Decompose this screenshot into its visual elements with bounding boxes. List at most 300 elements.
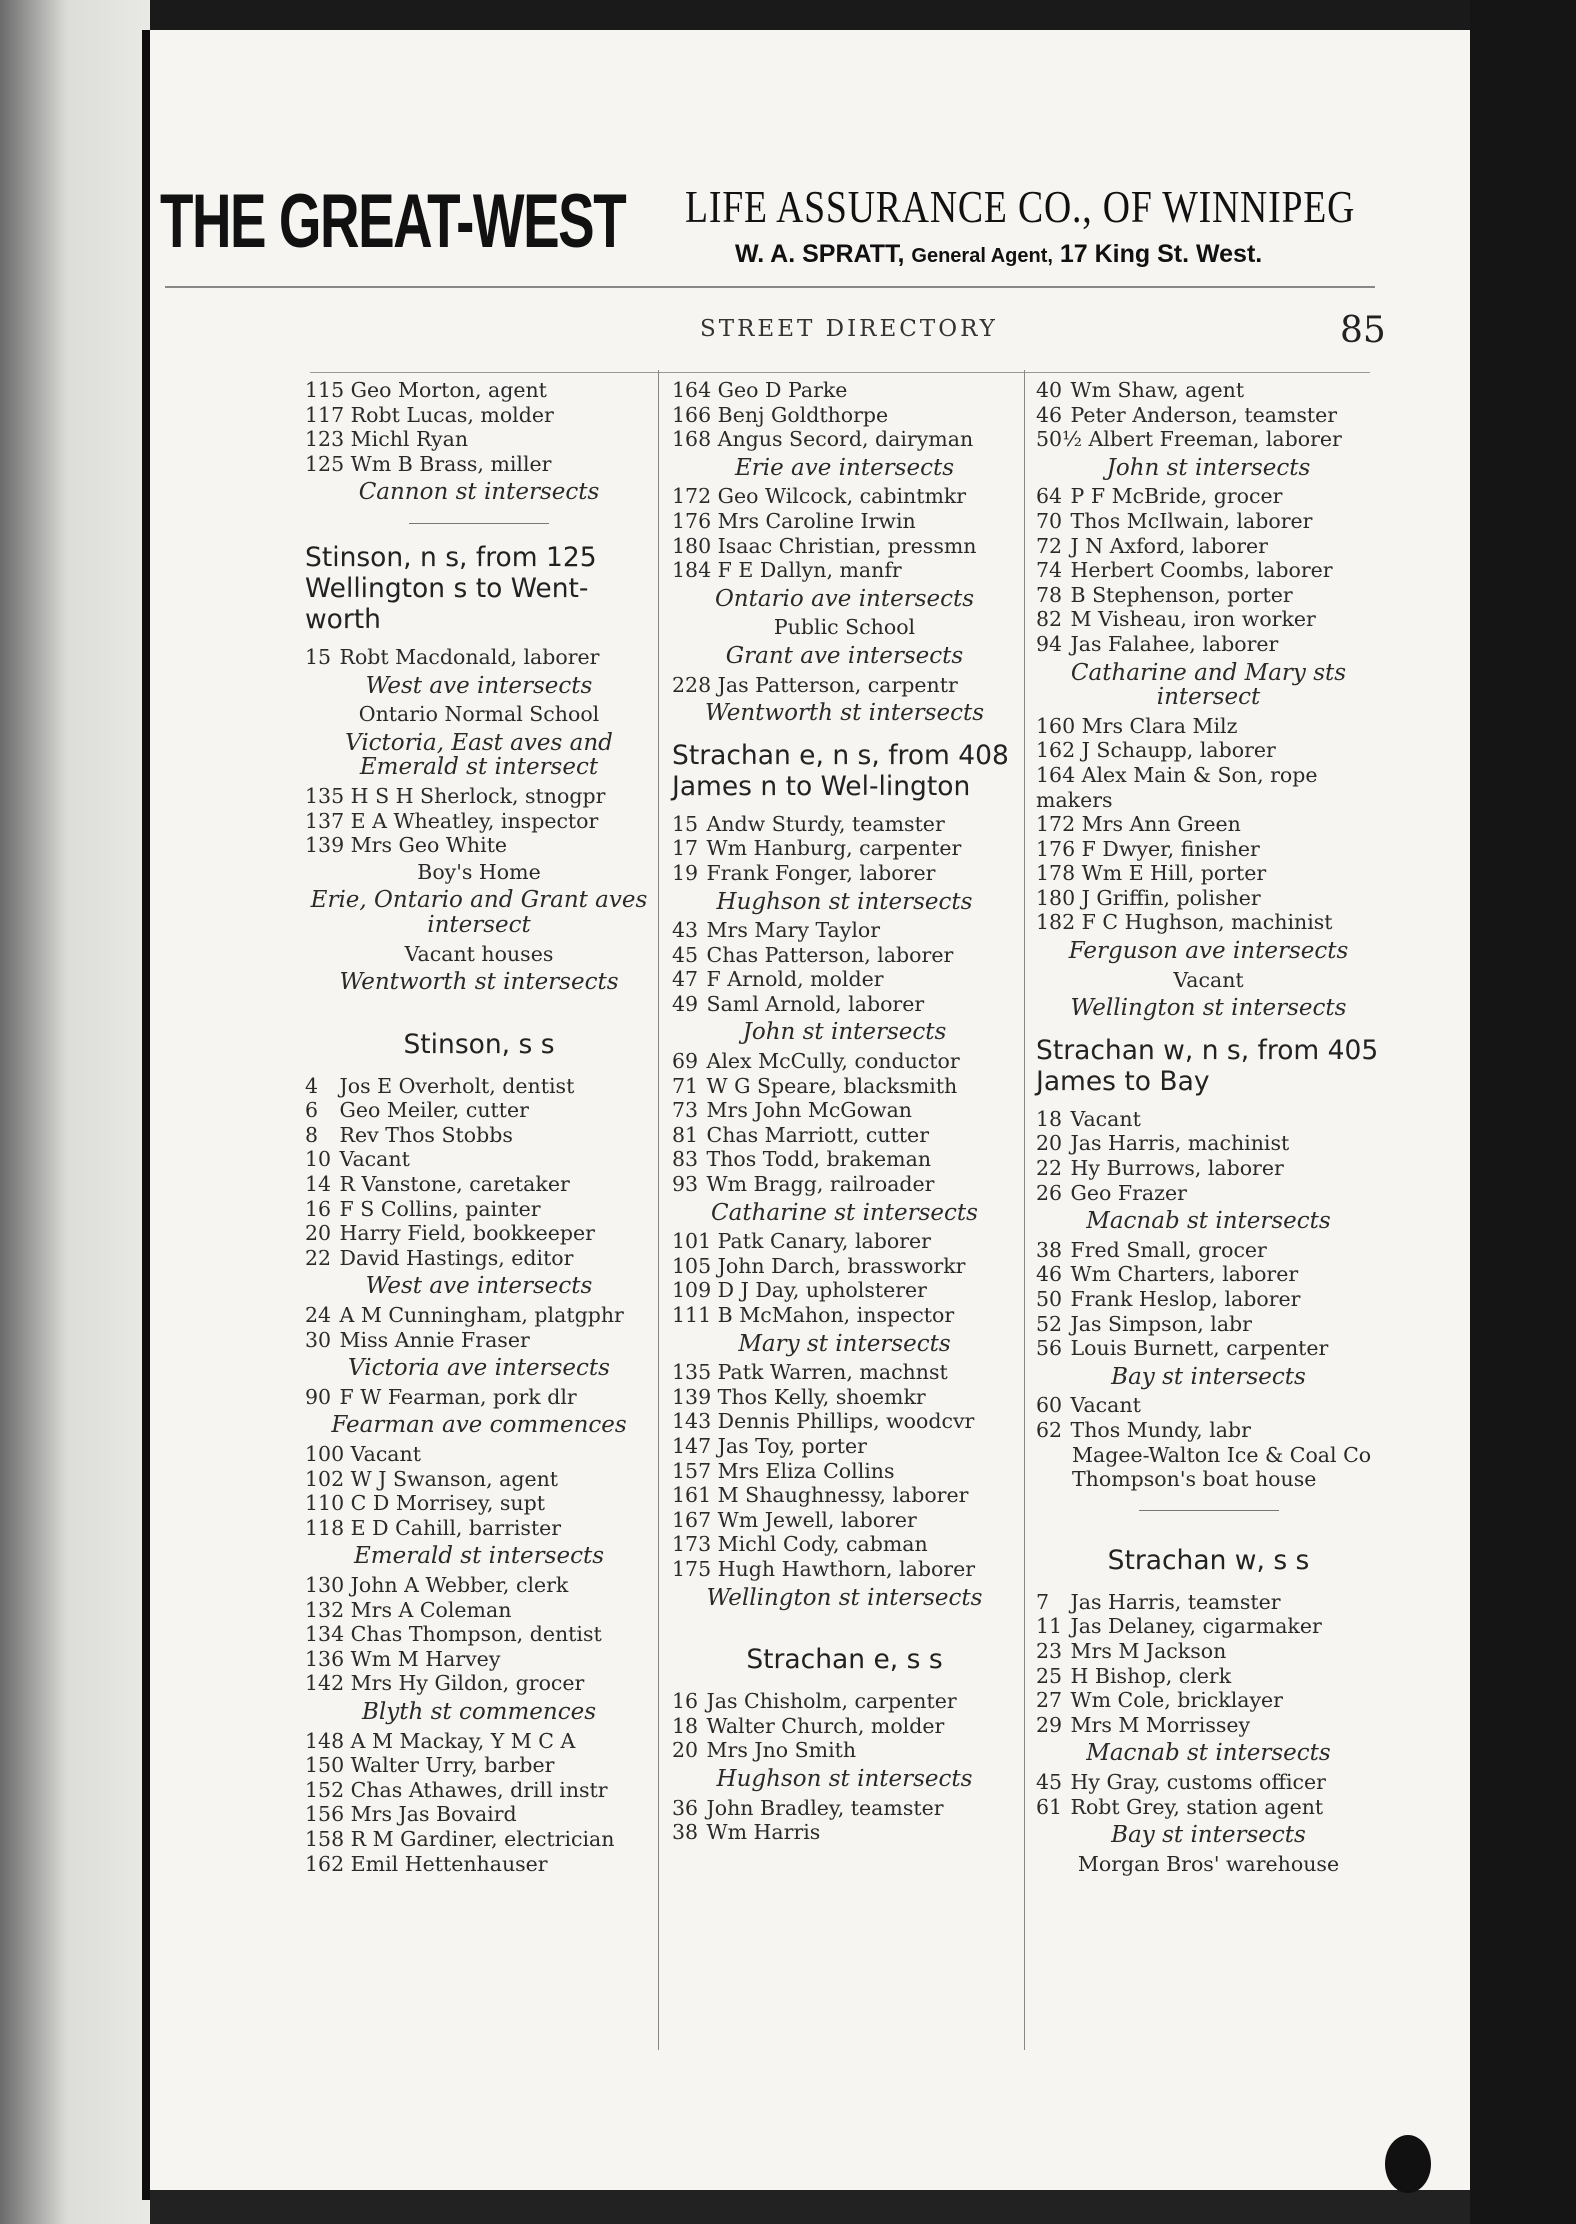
intersection-note: Bay st intersects bbox=[1111, 1822, 1306, 1849]
directory-entry bbox=[1036, 910, 1381, 935]
directory-entry bbox=[305, 1385, 653, 1410]
house-number: 105 bbox=[672, 1253, 712, 1278]
directory-entry bbox=[1036, 403, 1381, 428]
resident-name: Hy Burrows, laborer bbox=[1070, 1156, 1284, 1181]
resident-name: Rev Thos Stobbs bbox=[339, 1122, 513, 1147]
resident-name: Wm M Harvey bbox=[350, 1646, 501, 1671]
resident-name: F W Fearman, pork dlr bbox=[339, 1384, 577, 1409]
directory-entry bbox=[305, 1328, 653, 1353]
directory-entry bbox=[305, 1778, 653, 1803]
directory-entry bbox=[1036, 763, 1381, 812]
directory-entry bbox=[672, 1796, 1017, 1821]
house-number: 18 bbox=[1036, 1106, 1063, 1131]
resident-name: Wm Harris bbox=[706, 1820, 821, 1845]
house-number: 29 bbox=[1036, 1712, 1063, 1737]
intersection-note: Catharine and Mary sts intersect bbox=[1070, 659, 1347, 711]
directory-entry bbox=[672, 1074, 1017, 1099]
house-number: 134 bbox=[305, 1622, 345, 1647]
resident-name: E A Wheatley, inspector bbox=[350, 808, 599, 833]
house-number: 90 bbox=[305, 1384, 332, 1409]
house-number: 110 bbox=[305, 1491, 345, 1516]
resident-name: Vacant bbox=[1070, 1106, 1141, 1131]
intersection-note: Ontario ave intersects bbox=[714, 585, 975, 612]
place-label: Magee-Walton Ice & Coal Co bbox=[1072, 1442, 1372, 1467]
house-number: 132 bbox=[305, 1597, 345, 1622]
directory-entry bbox=[1036, 607, 1381, 632]
resident-name: Robt Grey, station agent bbox=[1070, 1794, 1324, 1819]
directory-entry bbox=[1036, 534, 1381, 559]
resident-name: A M Cunningham, platgphr bbox=[339, 1303, 624, 1328]
directory-entry bbox=[305, 1491, 653, 1516]
resident-name: Jas Simpson, labr bbox=[1070, 1311, 1252, 1336]
directory-entry bbox=[1036, 1770, 1381, 1795]
intersection-note: Victoria, East aves and Emerald st intersect bbox=[345, 729, 613, 781]
house-number: 178 bbox=[1036, 861, 1076, 886]
directory-entry bbox=[672, 1254, 1017, 1279]
company-logo-text: THE GREAT-WEST bbox=[160, 179, 626, 264]
intersection-note: Grant ave intersects bbox=[725, 642, 964, 669]
resident-name: Chas Thompson, dentist bbox=[350, 1622, 602, 1647]
directory-entry bbox=[1036, 1664, 1381, 1689]
resident-name: Chas Patterson, laborer bbox=[706, 942, 954, 967]
house-number: 152 bbox=[305, 1777, 345, 1802]
resident-name: Harry Field, bookkeeper bbox=[339, 1221, 595, 1246]
resident-name: Vacant bbox=[339, 1147, 410, 1172]
house-number: 10 bbox=[305, 1147, 332, 1172]
directory-entry bbox=[305, 427, 653, 452]
resident-name: F E Dallyn, manfr bbox=[717, 558, 902, 583]
directory-entry bbox=[1036, 484, 1381, 509]
house-number: 4 bbox=[305, 1073, 319, 1098]
house-number: 139 bbox=[672, 1384, 712, 1409]
resident-name: Thos Todd, brakeman bbox=[706, 1147, 932, 1172]
directory-entry bbox=[1036, 1713, 1381, 1738]
directory-entry bbox=[672, 1303, 1017, 1328]
resident-name: D J Day, upholsterer bbox=[717, 1278, 927, 1303]
directory-entry bbox=[1036, 1107, 1381, 1132]
house-number: 148 bbox=[305, 1728, 345, 1753]
house-number: 109 bbox=[672, 1278, 712, 1303]
house-number: 94 bbox=[1036, 631, 1063, 656]
resident-name: Jas Patterson, carpentr bbox=[717, 672, 958, 697]
directory-entry bbox=[1036, 1393, 1381, 1418]
resident-name: Mrs Ann Green bbox=[1081, 812, 1241, 837]
directory-entry bbox=[1036, 1795, 1381, 1820]
house-number: 14 bbox=[305, 1172, 332, 1197]
place-label: Public School bbox=[773, 615, 916, 640]
ink-blot bbox=[1385, 2135, 1431, 2193]
house-number: 93 bbox=[672, 1172, 699, 1197]
resident-name: C D Morrisey, supt bbox=[350, 1491, 545, 1516]
resident-name: Mrs Eliza Collins bbox=[717, 1458, 895, 1483]
resident-name: Herbert Coombs, laborer bbox=[1070, 558, 1333, 583]
street-heading: Strachan w, s s bbox=[1107, 1544, 1310, 1576]
house-number: 38 bbox=[1036, 1237, 1063, 1262]
intersection-note: Macnab st intersects bbox=[1086, 1208, 1331, 1235]
resident-name: Mrs Geo White bbox=[350, 833, 508, 858]
resident-name: Robt Macdonald, laborer bbox=[339, 644, 600, 669]
street-heading: Strachan e, n s, from 408 James n to Wel-lington bbox=[672, 739, 1009, 802]
directory-entry bbox=[672, 534, 1017, 559]
directory-entry bbox=[1036, 632, 1381, 657]
resident-name: Thos Mundy, labr bbox=[1070, 1417, 1251, 1442]
directory-entry bbox=[672, 967, 1017, 992]
directory-entry bbox=[305, 1098, 653, 1123]
house-number: 81 bbox=[672, 1122, 699, 1147]
agent-line bbox=[735, 240, 1262, 269]
house-number: 50 bbox=[1036, 1287, 1063, 1311]
resident-name: Chas Athawes, drill instr bbox=[350, 1777, 608, 1802]
section-separator bbox=[1139, 1510, 1279, 1511]
resident-name: F Arnold, molder bbox=[706, 967, 884, 992]
directory-entry bbox=[305, 1598, 653, 1623]
section-rule bbox=[310, 372, 1370, 373]
house-number: 82 bbox=[1036, 607, 1063, 632]
directory-entry bbox=[1036, 1287, 1381, 1312]
scan-bottom-margin bbox=[150, 2190, 1470, 2224]
directory-entry bbox=[1036, 861, 1381, 886]
directory-column-3 bbox=[1036, 378, 1381, 1878]
house-number: 162 bbox=[1036, 738, 1076, 763]
directory-entry bbox=[1036, 886, 1381, 911]
house-number: 52 bbox=[1036, 1311, 1063, 1336]
house-number: 162 bbox=[305, 1851, 345, 1876]
resident-name: Jas Harris, teamster bbox=[1070, 1589, 1281, 1614]
house-number: 118 bbox=[305, 1515, 345, 1540]
directory-entry bbox=[305, 1246, 653, 1271]
house-number: 27 bbox=[1036, 1688, 1063, 1713]
house-number: 69 bbox=[672, 1049, 699, 1074]
resident-name: Vacant bbox=[350, 1442, 421, 1466]
resident-name: Geo Morton, agent bbox=[350, 378, 547, 402]
house-number: 16 bbox=[672, 1689, 699, 1714]
directory-entry bbox=[305, 1147, 653, 1172]
house-number: 176 bbox=[1036, 836, 1076, 861]
resident-name: F S Collins, painter bbox=[339, 1196, 541, 1221]
directory-entry bbox=[672, 1123, 1017, 1148]
resident-name: J Griffin, polisher bbox=[1081, 885, 1261, 910]
house-number: 117 bbox=[305, 402, 345, 427]
house-number: 56 bbox=[1036, 1336, 1063, 1361]
house-number: 70 bbox=[1036, 508, 1063, 533]
house-number: 17 bbox=[672, 836, 699, 861]
house-number: 83 bbox=[672, 1147, 699, 1172]
directory-entry bbox=[1036, 1418, 1381, 1443]
resident-name: P F McBride, grocer bbox=[1070, 484, 1283, 509]
intersection-note: Erie, Ontario and Grant aves intersect bbox=[310, 887, 648, 938]
house-number: 135 bbox=[305, 783, 345, 808]
house-number: 125 bbox=[305, 451, 345, 476]
house-number: 111 bbox=[672, 1303, 712, 1327]
house-number: 22 bbox=[1036, 1156, 1063, 1181]
resident-name: Walter Urry, barber bbox=[350, 1753, 555, 1778]
intersection-note: John st intersects bbox=[742, 1019, 947, 1046]
directory-entry bbox=[672, 1557, 1017, 1582]
directory-entry bbox=[672, 1689, 1017, 1714]
house-number: 19 bbox=[672, 860, 699, 885]
resident-name: Michl Cody, cabman bbox=[717, 1532, 928, 1557]
resident-name: H Bishop, clerk bbox=[1070, 1663, 1232, 1688]
place-label: Ontario Normal School bbox=[358, 702, 600, 727]
house-number: 157 bbox=[672, 1458, 712, 1483]
resident-name: Mrs Hy Gildon, grocer bbox=[350, 1671, 585, 1696]
directory-entry bbox=[305, 1221, 653, 1246]
place-label: Morgan Bros' warehouse bbox=[1077, 1851, 1340, 1876]
house-number: 74 bbox=[1036, 558, 1063, 583]
directory-entry bbox=[672, 1147, 1017, 1172]
resident-name: Patk Canary, laborer bbox=[717, 1229, 931, 1254]
place-label: Thompson's boat house bbox=[1072, 1467, 1317, 1492]
resident-name: Alex McCully, conductor bbox=[706, 1049, 960, 1074]
intersection-note: Fearman ave commences bbox=[331, 1412, 627, 1439]
house-number: 123 bbox=[305, 427, 345, 452]
house-number: 182 bbox=[1036, 910, 1076, 935]
column-divider bbox=[658, 370, 659, 2050]
directory-entry bbox=[1036, 558, 1381, 583]
intersection-note: Wentworth st intersects bbox=[704, 700, 985, 727]
house-number: 7 bbox=[1036, 1589, 1050, 1614]
directory-entry bbox=[1036, 1181, 1381, 1206]
company-name: LIFE ASSURANCE CO., OF WINNIPEG bbox=[685, 181, 1356, 232]
house-number: 147 bbox=[672, 1433, 712, 1458]
directory-entry bbox=[305, 378, 653, 403]
street-heading: Strachan w, n s, from 405 James to Bay bbox=[1036, 1034, 1379, 1097]
advertisement-header bbox=[160, 150, 1380, 270]
resident-name: Emil Hettenhauser bbox=[350, 1851, 548, 1876]
directory-entry bbox=[672, 1820, 1017, 1845]
resident-name: Jas Harris, machinist bbox=[1070, 1131, 1290, 1156]
intersection-note: Catharine st intersects bbox=[711, 1199, 978, 1226]
house-number: 26 bbox=[1036, 1180, 1063, 1205]
resident-name: Frank Heslop, laborer bbox=[1070, 1287, 1301, 1311]
intersection-note: West ave intersects bbox=[365, 672, 593, 699]
directory-entry bbox=[1036, 1156, 1381, 1181]
resident-name: Michl Ryan bbox=[350, 427, 469, 452]
resident-name: Wm B Brass, miller bbox=[350, 451, 552, 476]
directory-entry bbox=[672, 378, 1017, 403]
place-label: Vacant houses bbox=[404, 941, 554, 966]
house-number: 71 bbox=[672, 1073, 699, 1098]
directory-entry bbox=[305, 1647, 653, 1672]
house-number: 142 bbox=[305, 1671, 345, 1696]
directory-entry bbox=[305, 1516, 653, 1541]
intersection-note: Wellington st intersects bbox=[1070, 995, 1347, 1022]
house-number: 62 bbox=[1036, 1417, 1063, 1442]
resident-name: Alex Main & Son, rope makers bbox=[1036, 762, 1318, 812]
directory-entry bbox=[1036, 509, 1381, 534]
directory-entry bbox=[672, 812, 1017, 837]
directory-entry bbox=[672, 1409, 1017, 1434]
house-number: 166 bbox=[672, 402, 712, 427]
directory-entry bbox=[305, 784, 653, 809]
house-number: 228 bbox=[672, 672, 712, 697]
resident-name: Geo D Parke bbox=[717, 378, 848, 402]
resident-name: Thos McIlwain, laborer bbox=[1070, 508, 1313, 533]
house-number: 158 bbox=[305, 1826, 345, 1851]
resident-name: Wm Cole, bricklayer bbox=[1070, 1688, 1283, 1713]
resident-name: Peter Anderson, teamster bbox=[1070, 402, 1338, 427]
house-number: 20 bbox=[1036, 1131, 1063, 1156]
resident-name: Jos E Overholt, dentist bbox=[339, 1073, 575, 1098]
resident-name: Louis Burnett, carpenter bbox=[1070, 1336, 1329, 1361]
header-rule bbox=[165, 286, 1375, 288]
house-number: 100 bbox=[305, 1442, 345, 1466]
house-number: 15 bbox=[672, 811, 699, 836]
place-label: Boy's Home bbox=[417, 859, 541, 884]
directory-entry bbox=[1036, 837, 1381, 862]
house-number: 137 bbox=[305, 808, 345, 833]
directory-entry bbox=[305, 1197, 653, 1222]
place-label: Vacant bbox=[1173, 967, 1244, 992]
resident-name: A M Mackay, Y M C A bbox=[350, 1728, 576, 1753]
resident-name: Angus Secord, dairyman bbox=[717, 427, 974, 452]
directory-entry bbox=[305, 1467, 653, 1492]
resident-name: Vacant bbox=[1070, 1393, 1141, 1418]
resident-name: E D Cahill, barrister bbox=[350, 1515, 562, 1540]
intersection-note: Mary st intersects bbox=[738, 1330, 951, 1357]
directory-entry bbox=[305, 1753, 653, 1778]
directory-column-2 bbox=[672, 378, 1017, 1845]
resident-name: Hugh Hawthorn, laborer bbox=[717, 1556, 976, 1581]
directory-entry bbox=[305, 1074, 653, 1099]
directory-entry bbox=[1036, 1262, 1381, 1287]
directory-entry bbox=[1036, 583, 1381, 608]
section-separator bbox=[409, 523, 549, 524]
directory-entry bbox=[305, 452, 653, 477]
house-number: 136 bbox=[305, 1646, 345, 1671]
directory-entry bbox=[1036, 1614, 1381, 1639]
resident-name: Mrs Clara Milz bbox=[1081, 713, 1238, 738]
intersection-note: Wentworth st intersects bbox=[339, 969, 619, 996]
agent-address: 17 King St. West. bbox=[1059, 240, 1263, 268]
house-number: 130 bbox=[305, 1572, 345, 1597]
house-number: 20 bbox=[672, 1738, 699, 1763]
intersection-note: Blyth st commences bbox=[361, 1698, 597, 1725]
resident-name: Benj Goldthorpe bbox=[717, 402, 889, 427]
house-number: 176 bbox=[672, 508, 712, 533]
resident-name: Isaac Christian, pressmn bbox=[717, 533, 977, 558]
resident-name: F C Hughson, machinist bbox=[1081, 910, 1333, 935]
column-divider bbox=[1024, 370, 1025, 2050]
directory-entry bbox=[305, 1827, 653, 1852]
agent-name: W. A. SPRATT, bbox=[735, 240, 905, 268]
house-number: 47 bbox=[672, 967, 699, 992]
resident-name: Fred Small, grocer bbox=[1070, 1237, 1267, 1262]
scan-right-margin bbox=[1470, 0, 1576, 2224]
house-number: 22 bbox=[305, 1245, 332, 1270]
resident-name: Jas Toy, porter bbox=[717, 1433, 867, 1458]
house-number: 23 bbox=[1036, 1638, 1063, 1663]
house-number: 50½ bbox=[1036, 427, 1082, 452]
directory-entry bbox=[1036, 378, 1381, 403]
section-title: STREET DIRECTORY bbox=[700, 316, 998, 342]
intersection-note: Hughson st intersects bbox=[716, 888, 973, 915]
resident-name: Mrs Jas Bovaird bbox=[350, 1802, 517, 1827]
resident-name: W J Swanson, agent bbox=[350, 1466, 559, 1491]
resident-name: David Hastings, editor bbox=[339, 1245, 574, 1270]
house-number: 15 bbox=[305, 644, 332, 669]
house-number: 11 bbox=[1036, 1614, 1063, 1639]
resident-name: Jas Delaney, cigarmaker bbox=[1070, 1614, 1322, 1639]
house-number: 160 bbox=[1036, 713, 1076, 738]
directory-entry bbox=[305, 1172, 653, 1197]
directory-entry bbox=[672, 992, 1017, 1017]
directory-entry bbox=[672, 943, 1017, 968]
directory-entry bbox=[305, 1442, 653, 1467]
resident-name: John Darch, brassworkr bbox=[717, 1253, 966, 1278]
directory-entry bbox=[305, 1303, 653, 1328]
directory-entry bbox=[1036, 1688, 1381, 1713]
house-number: 45 bbox=[672, 942, 699, 967]
house-number: 30 bbox=[305, 1327, 332, 1352]
house-number: 24 bbox=[305, 1303, 332, 1328]
directory-entry bbox=[305, 1123, 653, 1148]
intersection-note: Hughson st intersects bbox=[716, 1765, 973, 1792]
intersection-note: Victoria ave intersects bbox=[348, 1355, 610, 1382]
resident-name: John A Webber, clerk bbox=[350, 1572, 569, 1597]
resident-name: Mrs Caroline Irwin bbox=[717, 508, 916, 533]
directory-entry bbox=[672, 1714, 1017, 1739]
intersection-note: Wellington st intersects bbox=[706, 1584, 983, 1611]
house-number: 180 bbox=[672, 533, 712, 558]
directory-entry bbox=[1036, 1639, 1381, 1664]
directory-entry bbox=[305, 809, 653, 834]
directory-entry bbox=[672, 918, 1017, 943]
directory-entry bbox=[1036, 1238, 1381, 1263]
intersection-note: West ave intersects bbox=[365, 1273, 593, 1300]
directory-entry bbox=[672, 1738, 1017, 1763]
house-number: 164 bbox=[1036, 762, 1076, 787]
house-number: 25 bbox=[1036, 1663, 1063, 1688]
resident-name: Hy Gray, customs officer bbox=[1070, 1769, 1326, 1794]
house-number: 43 bbox=[672, 918, 699, 943]
directory-entry bbox=[305, 833, 653, 858]
house-number: 115 bbox=[305, 378, 345, 402]
house-number: 40 bbox=[1036, 378, 1063, 402]
house-number: 46 bbox=[1036, 402, 1063, 427]
directory-entry bbox=[672, 836, 1017, 861]
house-number: 161 bbox=[672, 1483, 712, 1508]
house-number: 38 bbox=[672, 1820, 699, 1845]
house-number: 60 bbox=[1036, 1393, 1063, 1418]
directory-entry bbox=[672, 1049, 1017, 1074]
resident-name: Geo Meiler, cutter bbox=[339, 1098, 529, 1123]
resident-name: Wm Jewell, laborer bbox=[717, 1507, 917, 1532]
resident-name: Jas Chisholm, carpenter bbox=[706, 1689, 957, 1714]
house-number: 184 bbox=[672, 558, 712, 583]
resident-name: Thos Kelly, shoemkr bbox=[717, 1384, 926, 1409]
street-heading: Stinson, s s bbox=[403, 1028, 555, 1060]
directory-entry bbox=[672, 861, 1017, 886]
directory-entry bbox=[672, 558, 1017, 583]
resident-name: H S H Sherlock, stnogpr bbox=[350, 783, 606, 808]
directory-entry bbox=[672, 1098, 1017, 1123]
street-heading: Strachan e, s s bbox=[746, 1644, 943, 1676]
intersection-note: Erie ave intersects bbox=[734, 454, 955, 481]
resident-name: R M Gardiner, electrician bbox=[350, 1826, 615, 1851]
directory-entry bbox=[305, 1729, 653, 1754]
directory-entry bbox=[672, 427, 1017, 452]
house-number: 20 bbox=[305, 1221, 332, 1246]
directory-entry bbox=[1036, 427, 1381, 452]
resident-name: Mrs Mary Taylor bbox=[706, 918, 881, 943]
directory-entry bbox=[1036, 1590, 1381, 1615]
directory-entry bbox=[305, 1802, 653, 1827]
house-number: 78 bbox=[1036, 582, 1063, 607]
resident-name: R Vanstone, caretaker bbox=[339, 1172, 570, 1197]
intersection-note: Bay st intersects bbox=[1111, 1363, 1306, 1390]
directory-entry bbox=[1036, 1336, 1381, 1361]
